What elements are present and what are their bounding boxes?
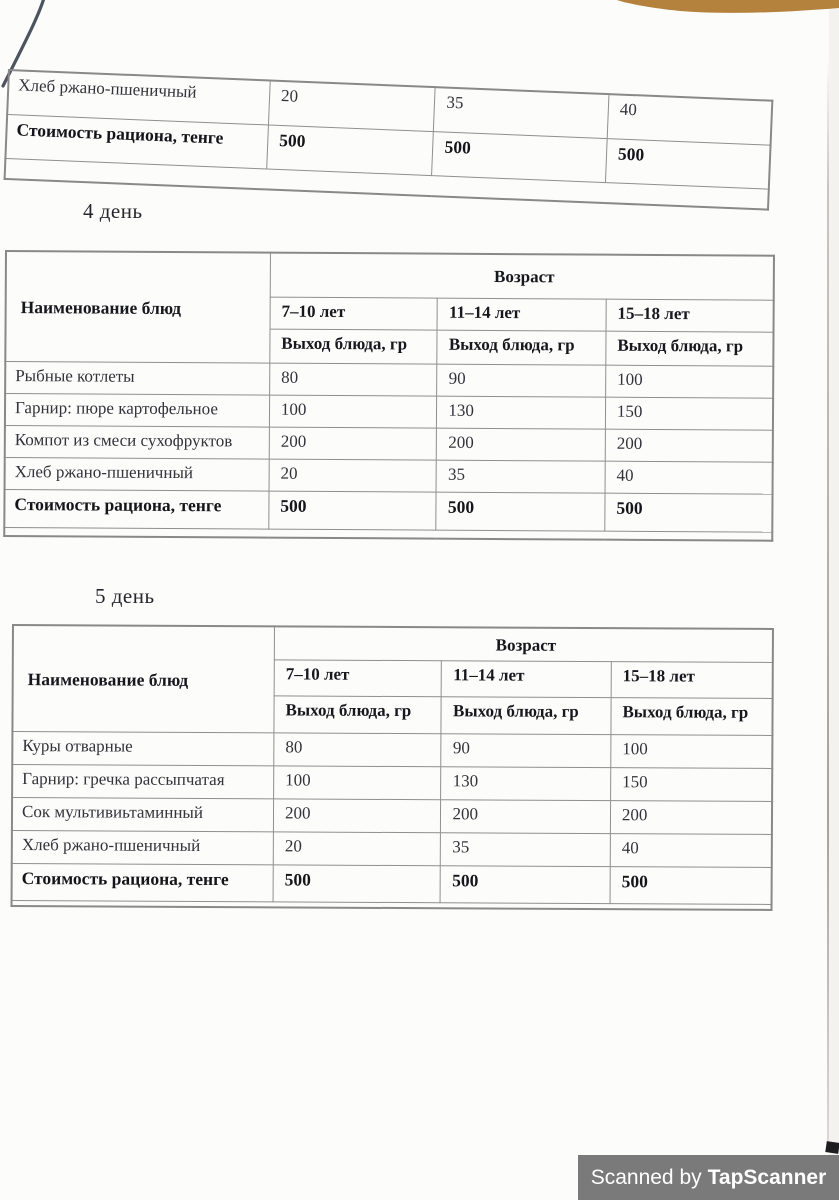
total-value-cell: 500 — [441, 865, 611, 903]
value-cell: 130 — [437, 396, 606, 429]
total-value-cell: 500 — [605, 493, 773, 532]
table-row — [5, 457, 773, 494]
value-cell: 35 — [434, 87, 609, 138]
dish-name-cell: Сок мультивиьтаминный — [12, 797, 274, 831]
value-cell: 20 — [273, 831, 441, 865]
value-cell: 500 — [432, 131, 607, 182]
table-row — [12, 830, 772, 867]
total-value-cell: 500 — [436, 492, 605, 531]
spacer-cell — [441, 902, 610, 908]
value-cell: 200 — [269, 427, 437, 460]
value-cell: 40 — [605, 461, 773, 494]
spacer-cell — [4, 527, 268, 537]
age-range-header: 7–10 лет — [274, 659, 442, 696]
spacer-cell — [12, 900, 274, 907]
page-corner-mark — [825, 1141, 839, 1154]
output-grams-header: Выход блюда, гр — [611, 697, 773, 735]
value-cell: 90 — [441, 733, 611, 767]
value-cell: 35 — [441, 832, 611, 866]
value-cell: 200 — [610, 800, 772, 834]
day5-menu-table — [11, 624, 774, 910]
dish-name-cell: Хлеб ржано-пшеничный — [12, 830, 274, 864]
watermark-prefix: Scanned by — [590, 1165, 702, 1189]
value-cell: 100 — [274, 765, 442, 799]
table-row — [12, 764, 772, 801]
value-cell: 200 — [273, 798, 441, 832]
value-cell: 500 — [605, 138, 770, 189]
spacer-cell — [605, 531, 773, 541]
age-range-header: 7–10 лет — [270, 297, 438, 330]
value-cell: 20 — [268, 81, 435, 132]
value-cell: 80 — [274, 732, 442, 766]
output-grams-header: Выход блюда, гр — [437, 330, 606, 365]
day5-heading: 5 день — [95, 584, 155, 608]
dish-name-cell: Хлеб ржано-пшеничный — [7, 70, 270, 124]
age-group-header: Возраст — [270, 253, 774, 300]
scan-watermark — [578, 1155, 839, 1200]
spacer-cell — [273, 901, 441, 907]
value-cell: 20 — [269, 459, 437, 492]
dish-name-cell: Компот из смеси сухофруктов — [5, 425, 270, 459]
age-range-header: 15–18 лет — [606, 299, 774, 332]
age-range-header: 11–14 лет — [442, 660, 612, 697]
value-cell: 90 — [437, 364, 606, 397]
paper-edge-strip — [829, 0, 839, 1200]
carryover-table — [4, 69, 774, 210]
table-row — [5, 425, 773, 462]
value-cell: 200 — [437, 428, 606, 461]
dish-name-column-header: Наименование блюд — [12, 625, 274, 732]
value-cell: 35 — [436, 460, 605, 493]
age-range-header: 15–18 лет — [611, 661, 773, 698]
value-cell: 200 — [605, 429, 773, 462]
paper-fold-line — [827, 55, 829, 1145]
dish-name-cell: Рыбные котлеты — [5, 361, 270, 395]
value-cell: 130 — [441, 766, 611, 800]
dish-name-cell: Куры отварные — [12, 731, 274, 765]
dish-name-cell: Гарнир: пюре картофельное — [5, 393, 270, 427]
value-cell: 150 — [611, 767, 773, 801]
total-value-cell: 500 — [273, 864, 441, 902]
table-row — [5, 361, 773, 398]
dish-name-cell: Гарнир: гречка рассыпчатая — [12, 764, 274, 798]
value-cell: 40 — [610, 833, 772, 867]
header-row-age-group — [6, 251, 774, 300]
value-cell: 40 — [607, 94, 772, 145]
value-cell: 100 — [269, 395, 437, 428]
age-group-header: Возраст — [274, 626, 773, 662]
value-cell: 200 — [441, 799, 611, 833]
total-label-cell: Стоимость рациона, тенге — [4, 489, 269, 529]
day4-menu-table — [3, 250, 775, 541]
spacer-cell — [610, 903, 772, 909]
dish-name-column-header: Наименование блюд — [5, 251, 270, 363]
total-row — [4, 489, 772, 532]
table-row — [5, 393, 773, 430]
total-row — [12, 863, 772, 904]
total-value-cell: 500 — [610, 866, 772, 904]
dish-name-cell: Хлеб ржано-пшеничный — [5, 457, 270, 491]
age-range-header: 11–14 лет — [437, 298, 606, 331]
value-cell: 100 — [606, 365, 774, 398]
output-grams-header: Выход блюда, гр — [274, 695, 442, 733]
value-cell: 150 — [605, 397, 773, 430]
output-grams-header: Выход блюда, гр — [606, 331, 774, 366]
table-row — [12, 731, 772, 768]
spacer-cell — [269, 529, 437, 539]
spacer-cell — [436, 530, 605, 540]
value-cell: 500 — [267, 124, 434, 175]
header-row-age-group — [13, 625, 773, 662]
value-cell: 100 — [611, 734, 773, 768]
value-cell: 80 — [270, 363, 438, 396]
watermark-brand: TapScanner — [707, 1165, 827, 1189]
total-value-cell: 500 — [269, 491, 437, 530]
day4-heading: 4 день — [83, 199, 143, 223]
total-label-cell: Стоимость рациона, тенге — [12, 863, 274, 901]
dish-name-cell: Стоимость рациона, тенге — [5, 114, 268, 168]
desk-edge-sliver — [610, 0, 839, 16]
output-grams-header: Выход блюда, гр — [270, 329, 438, 364]
output-grams-header: Выход блюда, гр — [441, 696, 611, 734]
table-row — [12, 797, 772, 834]
